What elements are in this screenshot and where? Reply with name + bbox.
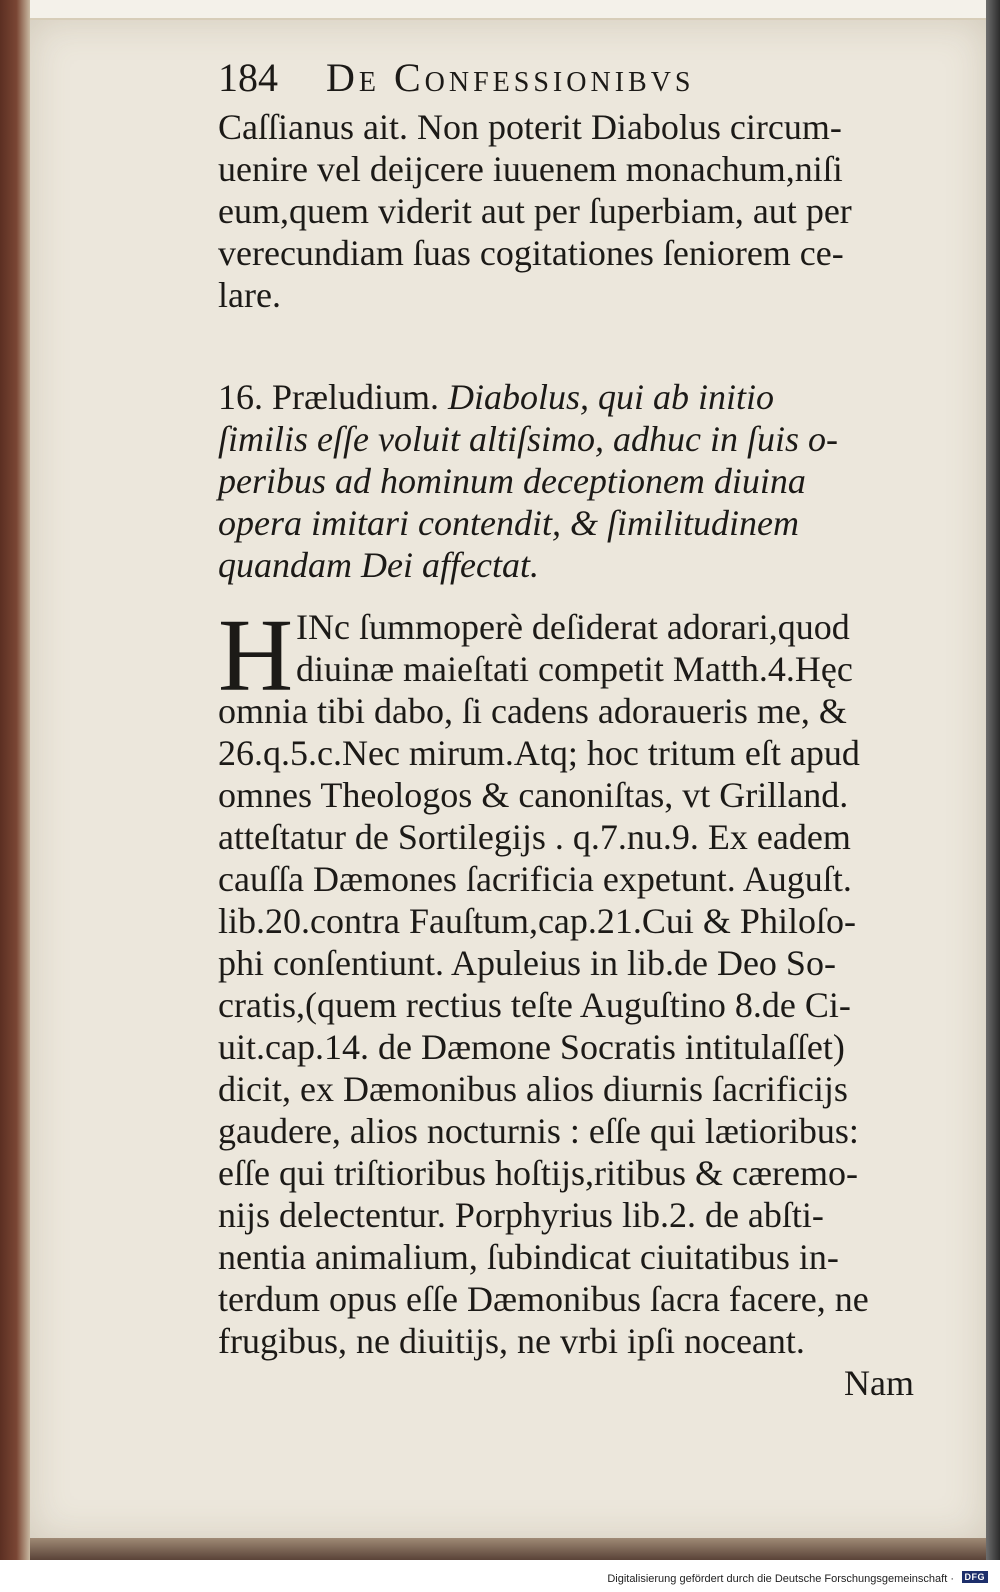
scan-edge xyxy=(986,0,1000,1560)
text-line: omnes Theologos & canoniſtas, vt Grilland. xyxy=(218,775,849,815)
prelude-label: 16. Præludium. xyxy=(218,377,440,417)
text-line: Caſſianus ait. Non poterit Diabolus circum- xyxy=(218,107,842,147)
text-line: opera imitari contendit, & ſimilitudinem xyxy=(218,503,799,543)
page-number: 184 xyxy=(218,55,278,100)
main-paragraph xyxy=(218,598,928,1404)
prelude-section xyxy=(218,376,928,586)
text-line: atteſtatur de Sortilegijs . q.7.nu.9. Ex eadem xyxy=(218,817,851,857)
paragraph-cassianus xyxy=(218,106,928,316)
text-line: gaudere, alios nocturnis : eſſe qui lætioribus: xyxy=(218,1111,859,1151)
catchword: Nam xyxy=(844,1363,914,1403)
text-line: quandam Dei affectat. xyxy=(218,545,539,585)
footer-credit: Digitalisierung gefördert durch die Deutsche Forschungsgemeinschaft · xyxy=(607,1573,954,1585)
text-line: eſſe qui triſtioribus hoſtijs,ritibus & cæremo- xyxy=(218,1153,858,1193)
text-line: dicit, ex Dæmonibus alios diurnis ſacrificijs xyxy=(218,1069,848,1109)
text-line: terdum opus eſſe Dæmonibus ſacra facere, ne xyxy=(218,1279,869,1319)
text-line: cauſſa Dæmones ſacrificia expetunt. Auguſt. xyxy=(218,859,852,899)
page-content xyxy=(218,50,928,1404)
text-line: INc ſummoperè deſiderat adorari,quod xyxy=(296,607,850,647)
running-head xyxy=(218,50,928,106)
text-line: eum,quem viderit aut per ſuperbiam, aut per xyxy=(218,191,852,231)
text-line: phi conſentiunt. Apuleius in lib.de Deo So- xyxy=(218,943,836,983)
text-line: peribus ad hominum deceptionem diuina xyxy=(218,461,806,501)
text-line: diuinæ maieſtati competit Matth.4.Hęc xyxy=(296,649,853,689)
text-line: omnia tibi dabo, ſi cadens adoraueris me, & xyxy=(218,691,847,731)
dfg-logo: DFG xyxy=(962,1571,989,1583)
text-line: uenire vel deijcere iuuenem monachum,niſi xyxy=(218,149,843,189)
text-line: lib.20.contra Fauſtum,cap.21.Cui & Philoſo- xyxy=(218,901,856,941)
text-line: 26.q.5.c.Nec mirum.Atq; hoc tritum eſt apud xyxy=(218,733,860,773)
prelude-text-start: Diabolus, qui ab initio xyxy=(448,377,775,417)
text-line: nijs delectentur. Porphyrius lib.2. de abſti- xyxy=(218,1195,824,1235)
text-line: frugibus, ne diuitijs, ne vrbi ipſi noceant. xyxy=(218,1321,805,1361)
text-line: verecundiam ſuas cogitationes ſeniorem ce- xyxy=(218,233,844,273)
drop-cap: H xyxy=(218,598,294,713)
page-bottom-edge xyxy=(30,1538,986,1560)
book-spine xyxy=(0,0,30,1560)
text-line: uit.cap.14. de Dæmone Socratis intitulaſſet) xyxy=(218,1027,845,1067)
text-line: ſimilis eſſe voluit altiſsimo, adhuc in ſuis o- xyxy=(218,419,838,459)
text-line: cratis,(quem rectius teſte Auguſtino 8.de Ci- xyxy=(218,985,851,1025)
text-line: nentia animalium, ſubindicat ciuitatibus in- xyxy=(218,1237,839,1277)
prelude-heading-line xyxy=(218,376,928,418)
text-line: lare. xyxy=(218,275,281,315)
running-title: De Confessionibvs xyxy=(326,55,695,100)
